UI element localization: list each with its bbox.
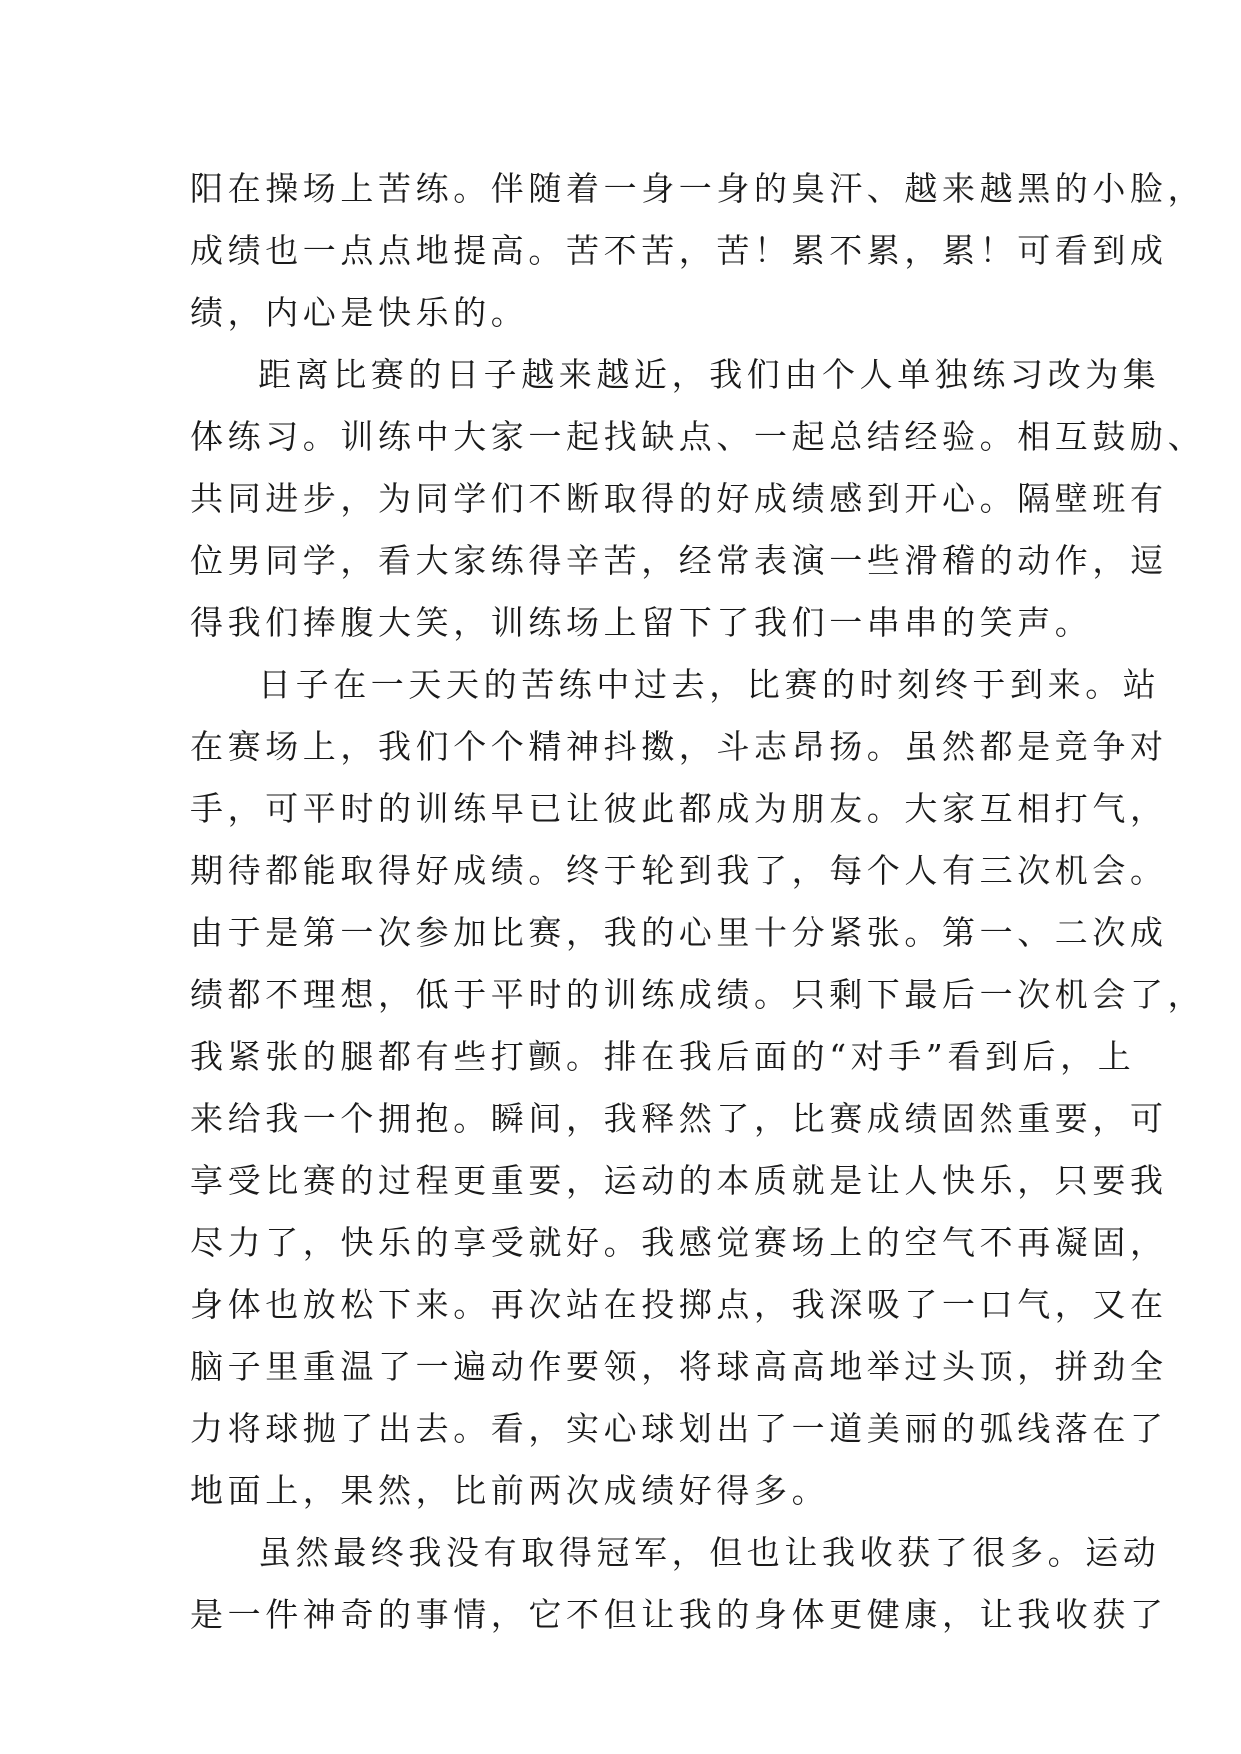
text-line: 来给我一个拥抱。瞬间，我释然了，比赛成绩固然重要，可 bbox=[190, 1099, 1168, 1138]
text-line: 期待都能取得好成绩。终于轮到我了，每个人有三次机会。 bbox=[190, 851, 1168, 890]
text-line: 脑子里重温了一遍动作要领，将球高高地举过头顶，拼劲全 bbox=[190, 1347, 1168, 1386]
text-line: 得我们捧腹大笑，训练场上留下了我们一串串的笑声。 bbox=[190, 603, 1093, 642]
text-line: 力将球抛了出去。看，实心球划出了一道美丽的弧线落在了 bbox=[190, 1409, 1168, 1448]
text-line: 共同进步，为同学们不断取得的好成绩感到开心。隔壁班有 bbox=[190, 479, 1168, 518]
body-text bbox=[190, 158, 1206, 1646]
text-line: 绩，内心是快乐的。 bbox=[190, 293, 529, 332]
text-line: 身体也放松下来。再次站在投掷点，我深吸了一口气，又在 bbox=[190, 1285, 1168, 1324]
text-line: 位男同学，看大家练得辛苦，经常表演一些滑稽的动作，逗 bbox=[190, 541, 1168, 580]
text-line: 成绩也一点点地提高。苦不苦，苦！累不累，累！可看到成 bbox=[190, 231, 1168, 270]
paragraph-first-line: 距离比赛的日子越来越近，我们由个人单独练习改为集 bbox=[258, 355, 1161, 394]
text-line: 由于是第一次参加比赛，我的心里十分紧张。第一、二次成 bbox=[190, 913, 1168, 952]
text-line: 体练习。训练中大家一起找缺点、一起总结经验。相互鼓励、 bbox=[190, 417, 1206, 456]
text-line: 阳在操场上苦练。伴随着一身一身的臭汗、越来越黑的小脸， bbox=[190, 169, 1206, 208]
text-line: 享受比赛的过程更重要，运动的本质就是让人快乐，只要我 bbox=[190, 1161, 1168, 1200]
text-line: 绩都不理想，低于平时的训练成绩。只剩下最后一次机会了， bbox=[190, 975, 1206, 1014]
text-line: 是一件神奇的事情，它不但让我的身体更健康，让我收获了 bbox=[190, 1595, 1168, 1634]
paragraph-first-line: 虽然最终我没有取得冠军，但也让我收获了很多。运动 bbox=[258, 1533, 1161, 1572]
text-line: 在赛场上，我们个个精神抖擞，斗志昂扬。虽然都是竞争对 bbox=[190, 727, 1168, 766]
text-line: 手，可平时的训练早已让彼此都成为朋友。大家互相打气， bbox=[190, 789, 1168, 828]
text-line: 尽力了，快乐的享受就好。我感觉赛场上的空气不再凝固， bbox=[190, 1223, 1168, 1262]
text-line: 地面上，果然，比前两次成绩好得多。 bbox=[190, 1471, 830, 1510]
paragraph-first-line: 日子在一天天的苦练中过去，比赛的时刻终于到来。站 bbox=[258, 665, 1161, 704]
text-line: 我紧张的腿都有些打颤。排在我后面的“对手”看到后，上 bbox=[190, 1037, 1136, 1076]
